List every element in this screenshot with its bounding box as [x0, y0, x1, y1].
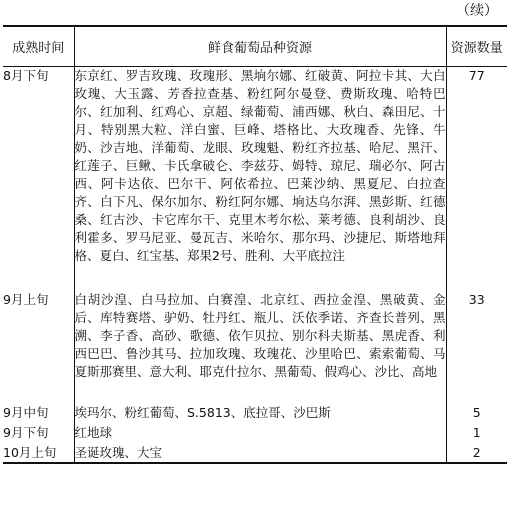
count-cell: 33 — [446, 291, 507, 404]
varieties-cell: 东京红、罗吉玫瑰、玫瑰形、黑垧尔娜、红破黄、阿拉卡其、大白玫瑰、大玉露、芳香拉查基、粉红阿尔曼登、费斯玫瑰、哈特巴尔、红加利、红鸡心、京超、绿葡萄、浦西娜、秋白、森田尼、十月、特别黑大粒、洋白蜜、巨峰、塔格比、大玫瑰香、先锋、牛奶、沙吉地、洋葡萄、龙眼、玫瑰魁、粉红齐拉基、哈尼、黑汗、红莲子、巨鳅、卡氏拿破仑、李兹芬、姆特、琼尼、瑞必尔、阿古西、阿卡达依、巴尔干、阿依希拉、巴莱沙纳、黑夏尼、白拉查齐、白下凡、保尔加尔、粉红阿尔娜、垧达乌尔湃、黑彭斯、红德桑、红古沙、卡它库尔干、克里木考尔松、莱考德、良利胡沙、良利霍多、罗马尼亚、曼瓦吉、米哈尔、那尔玛、沙捷尼、斯塔地拜格、夏白、红宝基、郑果2号、胜利、大平底拉注 — [74, 67, 446, 292]
count-cell: 5 — [446, 404, 507, 424]
table-row — [3, 67, 507, 292]
varieties-cell: 红地球 — [74, 424, 446, 444]
header-maturity-time: 成熟时间 — [3, 26, 74, 67]
maturity-time-cell: 9月中旬 — [3, 404, 74, 424]
continued-label: （续） — [456, 3, 498, 19]
maturity-time-cell: 9月下旬 — [3, 424, 74, 444]
grape-variety-table — [3, 25, 507, 464]
varieties-cell: 埃玛尔、粉红葡萄、S.5813、底拉哥、沙巴斯 — [74, 404, 446, 424]
count-cell: 77 — [446, 67, 507, 292]
table-row — [3, 444, 507, 463]
header-count: 资源数量 — [446, 26, 507, 67]
varieties-cell: 白胡沙湟、白马拉加、白赛湟、北京红、西拉金湟、黑破黄、金后、库特赛塔、驴奶、牡丹红、瓶儿、沃依季诺、齐查长普列、黑溯、李子香、高砂、歌德、依乍贝拉、别尔科夫斯基、黑虎香、利西巴巴、鲁沙其马、拉加玫瑰、玫瑰花、沙里哈巴、索索葡萄、马夏斯那赛里、意大利、耶克什拉尔、黑葡萄、假鸡心、沙比、高地 — [74, 291, 446, 404]
count-cell: 2 — [446, 444, 507, 463]
maturity-time-cell: 8月下旬 — [3, 67, 74, 292]
varieties-cell: 圣诞玫瑰、大宝 — [74, 444, 446, 463]
count-cell: 1 — [446, 424, 507, 444]
table-row — [3, 404, 507, 424]
header-varieties: 鲜食葡萄品种资源 — [74, 26, 446, 67]
maturity-time-cell: 10月上旬 — [3, 444, 74, 463]
maturity-time-cell: 9月上旬 — [3, 291, 74, 404]
table-row — [3, 291, 507, 404]
header-row — [3, 26, 507, 67]
table-row — [3, 424, 507, 444]
